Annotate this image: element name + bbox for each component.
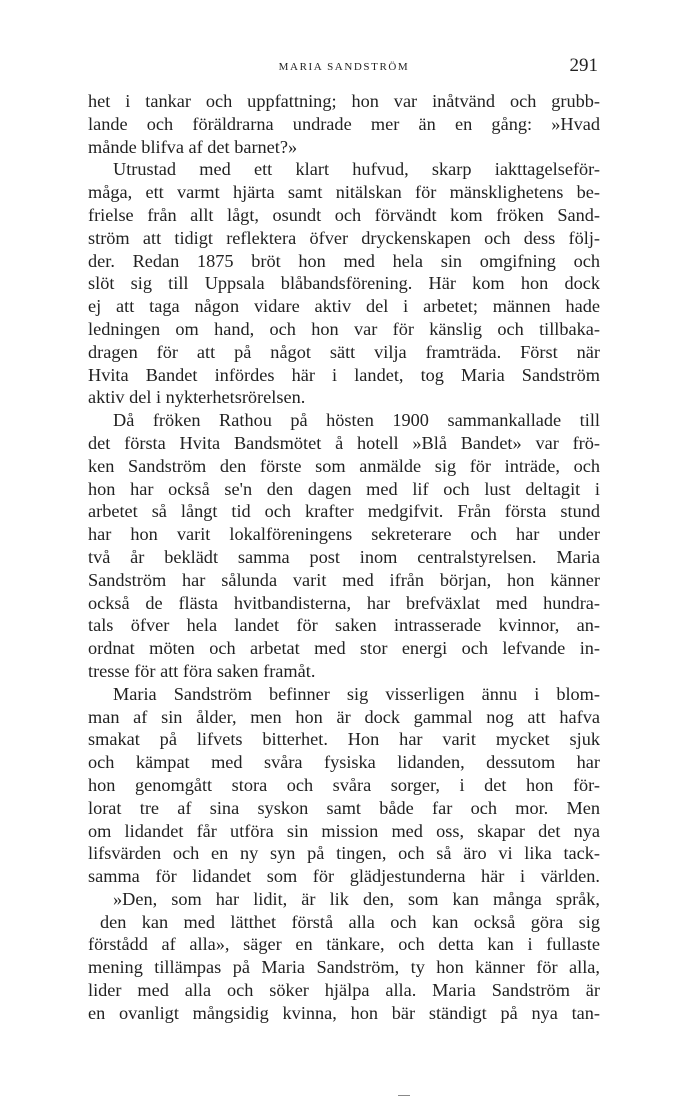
text-line: hon har också se'n den dagen med lif och lust deltagit i	[88, 478, 600, 499]
text-line: frielse från allt lågt, osundt och förvändt kom fröken Sand-	[88, 204, 600, 225]
text-line: mening tillämpas på Maria Sandström, ty hon känner för alla,	[88, 957, 600, 978]
text-line: Då fröken Rathou på hösten 1900 sammankallade till	[113, 410, 600, 431]
running-title: MARIA SANDSTRÖM	[278, 61, 410, 73]
text-line: Sandström har sålunda varit med ifrån början, hon känner	[88, 569, 600, 590]
text-line: förstådd af alla», säger en tänkare, och detta kan i fullaste	[88, 934, 600, 955]
text-line: man af sin ålder, men hon är dock gammal nog att hafva	[88, 706, 600, 727]
bottom-mark	[398, 1095, 410, 1096]
text-line: lifsvärden och en ny syn på tingen, och så äro vi lika tack-	[88, 843, 600, 864]
text-line: tresse för att föra saken framåt.	[88, 660, 316, 681]
text-line: det första Hvita Bandsmötet å hotell »Blå Bandet» var frö-	[88, 432, 600, 453]
text-line: har hon varit lokalföreningens sekreterare och har under	[88, 524, 600, 545]
text-line: arbetet så långt tid och krafter medgifvit. Från första stund	[88, 501, 600, 522]
text-line: två år beklädt samma post inom centralstyrelsen. Maria	[88, 546, 600, 567]
text-line: smakat på lifvets bitterhet. Hon har varit mycket sjuk	[88, 729, 600, 750]
body-text	[88, 90, 600, 1025]
text-line: måga, ett varmt hjärta samt nitälskan för mänsklighetens be-	[88, 182, 600, 203]
text-line: samma för lidandet som för glädjestunderna här i världen.	[88, 866, 600, 887]
text-line: tals öfver hela landet för saken intrasserade kvinnor, an-	[88, 615, 600, 636]
text-line: om lidandet får utföra sin mission med oss, skapar det nya	[88, 820, 600, 841]
text-line: en ovanligt mångsidig kvinna, hon bär ständigt på nya tan-	[88, 1002, 600, 1023]
text-line: månde blifva af det barnet?»	[88, 136, 298, 157]
text-line: »Den, som har lidit, är lik den, som kan många språk,	[113, 888, 600, 909]
text-line: hon genomgått stora och svåra sorger, i det hon för-	[88, 774, 600, 795]
text-line: ström att tidigt reflektera öfver dryckenskapen och dess följ-	[88, 227, 600, 248]
text-line: lorat tre af sina syskon samt både far och mor. Men	[88, 797, 600, 818]
text-line: slöt sig till Uppsala blåbandsförening. Här kom hon dock	[88, 273, 600, 294]
text-line: Utrustad med ett klart hufvud, skarp iakttagelseför-	[113, 159, 600, 180]
text-line: ordnat möten och arbetat med stor energi och lefvande in-	[88, 638, 600, 659]
text-line: aktiv del i nykterhetsrörelsen.	[88, 387, 306, 408]
text-line: het i tankar och uppfattning; hon var inåtvänd och grubb-	[88, 91, 600, 111]
text-line: ken Sandström den förste som anmälde sig för inträde, och	[88, 455, 600, 476]
text-line: lande och föräldrarna undrade mer än en gång: »Hvad	[88, 113, 600, 134]
text-line: ej att taga någon vidare aktiv del i arbetet; männen hade	[88, 296, 600, 317]
text-line: lider med alla och söker hjälpa alla. Maria Sandström är	[88, 980, 600, 1001]
text-line: dragen för att på något sätt vilja framträda. Först när	[88, 341, 600, 362]
page-number: 291	[569, 55, 598, 76]
text-line: der. Redan 1875 bröt hon med hela sin omgifning och	[88, 250, 600, 271]
text-line: också de flästa hvitbandisterna, har brefväxlat med hundra-	[88, 592, 600, 613]
text-line: Hvita Bandet infördes här i landet, tog Maria Sandström	[88, 364, 600, 385]
text-line: Maria Sandström befinner sig visserligen ännu i blom-	[113, 683, 600, 704]
text-line: ledningen om hand, och hon var för känslig och tillbaka-	[88, 318, 600, 339]
text-line: och kämpat med svåra fysiska lidanden, dessutom har	[88, 752, 600, 773]
page-header	[90, 55, 598, 81]
text-line: den kan med lätthet förstå alla och kan också göra sig	[100, 911, 600, 932]
